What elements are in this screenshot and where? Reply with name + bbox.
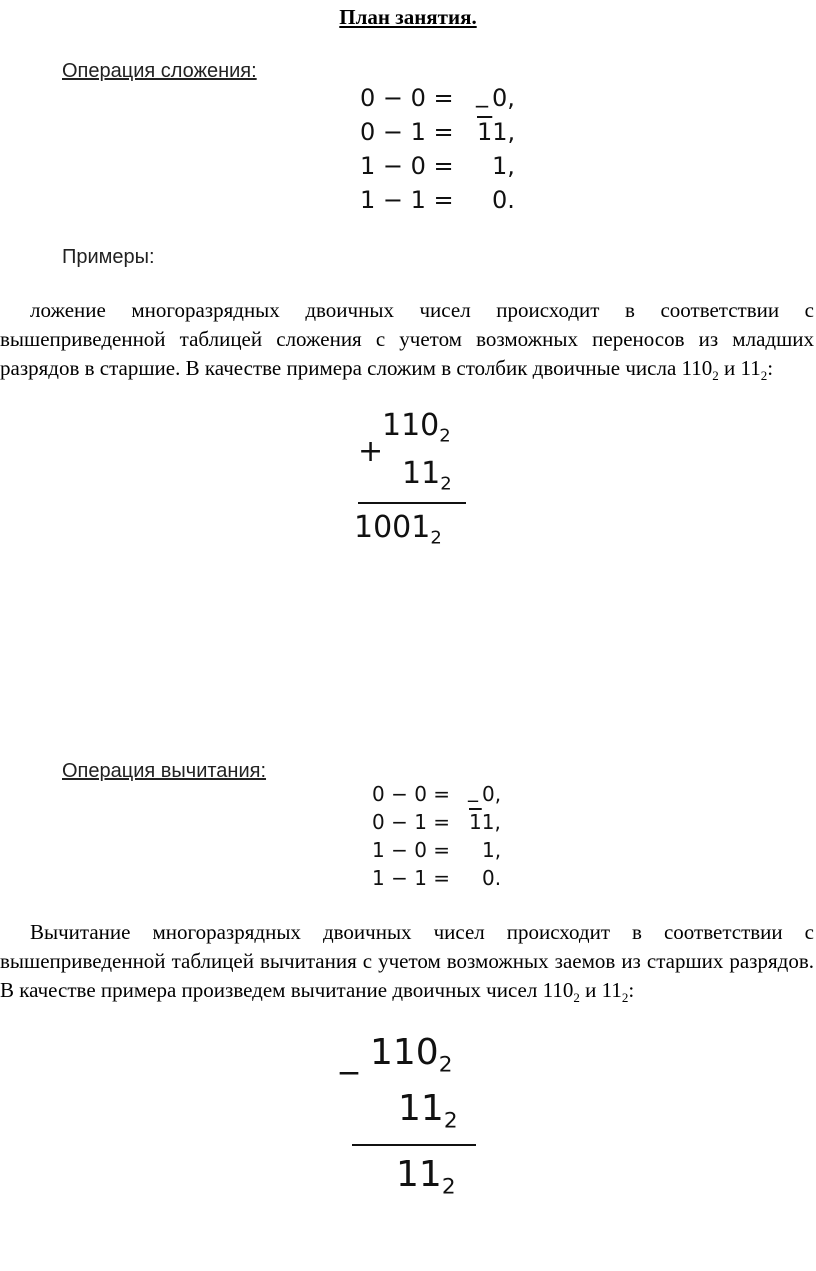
operand-1 <box>370 1032 452 1078</box>
punctuation: : <box>767 356 774 380</box>
expression: 1 − 0 = <box>360 152 454 180</box>
result <box>477 118 515 146</box>
addition-paragraph <box>0 296 814 390</box>
number: 11 <box>601 978 622 1002</box>
operand-digits: 110 <box>382 408 440 443</box>
plus-sign: + <box>358 434 384 469</box>
operand-digits: 11 <box>398 1088 444 1129</box>
result: 0. <box>482 866 502 890</box>
result-digits: 1001 <box>354 510 431 545</box>
sum-line <box>358 502 466 504</box>
number: 110 <box>542 978 574 1002</box>
conjunction: и <box>718 356 741 380</box>
difference-line <box>352 1144 476 1146</box>
base-subscript: 2 <box>441 1174 456 1200</box>
result: 1, <box>492 152 515 180</box>
operand-2 <box>402 456 452 494</box>
table-row <box>372 778 522 810</box>
addition-table <box>360 80 540 220</box>
number: 11 <box>740 356 761 380</box>
expression: 1 − 1 = <box>372 866 451 890</box>
result: 0, <box>492 84 515 112</box>
table-row <box>360 152 540 186</box>
result <box>469 810 501 834</box>
table-row <box>360 118 540 152</box>
base-subscript: 2 <box>443 1108 458 1134</box>
number: 110 <box>681 356 713 380</box>
base-subscript: 2 <box>760 368 768 384</box>
minus-sign: _ <box>340 1034 358 1075</box>
result <box>396 1154 456 1200</box>
operand-digits: 11 <box>402 456 441 491</box>
table-row <box>372 838 522 866</box>
expression: 1 − 1 = <box>360 186 454 214</box>
addition-column-calc <box>350 406 480 566</box>
addition-label: Операция сложения: <box>62 60 257 82</box>
examples-label: Примеры: <box>62 246 155 268</box>
subtraction-paragraph <box>0 918 814 1012</box>
paragraph-text: ложение многоразрядных двоичных чисел происходит в соответствии с вышеприведенной таблицей сложения с учетом возможных переносов из младших разрядов в старшие. В качестве примера сложим в столбик двоичные числа <box>0 298 814 380</box>
result: 1, <box>482 838 502 862</box>
operand-1 <box>382 408 451 446</box>
result-digits: 11 <box>396 1154 442 1195</box>
base-subscript: 2 <box>438 1052 453 1078</box>
table-row <box>372 810 522 838</box>
punctuation: : <box>628 978 635 1002</box>
result: 0, <box>482 782 502 806</box>
expression: 0 − 0 = <box>372 782 451 806</box>
page-title: План занятия. <box>339 5 477 29</box>
borrow-mark: _ <box>468 778 478 802</box>
base-subscript: 2 <box>621 990 629 1006</box>
expression: 0 − 0 = <box>360 84 454 112</box>
operand-digits: 110 <box>370 1032 439 1073</box>
expression: 0 − 1 = <box>372 810 451 834</box>
subtraction-column-calc <box>340 1030 490 1220</box>
result-overlined-digit: 1 <box>477 118 493 146</box>
operand-2 <box>398 1088 458 1134</box>
expression: 0 − 1 = <box>360 118 454 146</box>
subtraction-label: Операция вычитания: <box>62 760 267 782</box>
paragraph-text: Вычитание многоразрядных двоичных чисел происходит в соответствии с вышеприведенной таблицей вычитания с учетом возможных заемов из старших разрядов. В качестве примера произведем вычитание двоичных чисел <box>0 920 814 1002</box>
table-row <box>372 866 522 894</box>
result-rest: 1, <box>492 118 516 146</box>
base-subscript: 2 <box>430 527 442 549</box>
result-rest: 1, <box>481 810 501 834</box>
base-subscript: 2 <box>712 368 719 384</box>
table-row <box>360 80 540 118</box>
result-overlined-digit: 1 <box>469 810 482 834</box>
subtraction-table <box>372 778 522 894</box>
base-subscript: 2 <box>573 990 580 1006</box>
table-row <box>360 186 540 220</box>
expression: 1 − 0 = <box>372 838 451 862</box>
result <box>354 510 442 548</box>
base-subscript: 2 <box>439 425 451 447</box>
base-subscript: 2 <box>440 473 452 495</box>
borrow-mark: _ <box>476 80 488 108</box>
result: 0. <box>492 186 515 214</box>
conjunction: и <box>579 978 602 1002</box>
